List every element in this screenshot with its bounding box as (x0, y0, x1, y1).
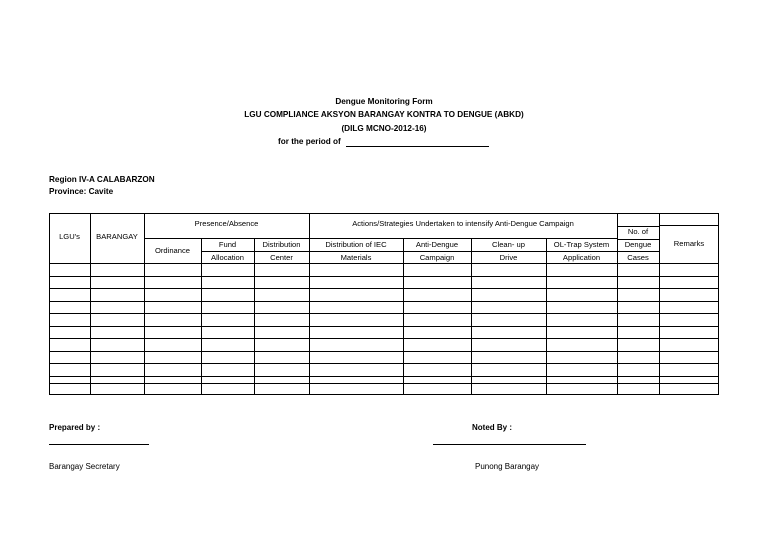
header-dist-center-line2: Center (270, 253, 293, 262)
header-actions-strategies: Actions/Strategies Undertaken to intensify Anti-Dengue Campaign (352, 219, 574, 228)
header-oltrap-line2: Application (562, 253, 601, 262)
header-iec-line1: Distribution of IEC (325, 240, 387, 249)
header-presence-absence: Presence/Absence (194, 219, 259, 228)
header-cases-line2: Dengue (624, 240, 652, 249)
header-fund-line1: Fund (218, 240, 237, 249)
header-lgus: LGU's (59, 232, 80, 241)
header-anti-dengue-line2: Campaign (419, 253, 455, 262)
period-label: for the period of (278, 137, 341, 146)
header-anti-dengue-line1: Anti-Dengue (415, 240, 459, 249)
noted-by-label: Noted By : (472, 423, 512, 432)
header-iec-line2: Materials (340, 253, 372, 262)
header-cases-line1: No. of (627, 227, 649, 236)
prepared-by-signature-line (49, 444, 149, 445)
header-remarks: Remarks (673, 239, 705, 248)
header-cases-line3: Cases (627, 253, 649, 262)
prepared-by-label: Prepared by : (49, 423, 101, 432)
header-cleanup-line1: Clean- up (492, 240, 525, 249)
header-ordinance: Ordinance (154, 246, 191, 255)
form-subtitle: LGU COMPLIANCE AKSYON BARANGAY KONTRA TO DENGUE (ABKD) (244, 110, 524, 119)
form-title: Dengue Monitoring Form (335, 97, 433, 106)
punong-barangay-label: Punong Barangay (475, 462, 540, 471)
region-label: Region IV-A CALABARZON (49, 175, 155, 184)
header-oltrap-line1: OL-Trap System (553, 240, 610, 249)
province-label: Province: Cavite (49, 187, 114, 196)
barangay-secretary-label: Barangay Secretary (49, 462, 120, 471)
header-dist-center-line1: Distribution (262, 240, 301, 249)
form-reference: (DILG MCNO-2012-16) (341, 124, 427, 133)
header-fund-line2: Allocation (211, 253, 244, 262)
header-barangay: BARANGAY (96, 232, 138, 241)
noted-by-signature-line (433, 444, 586, 445)
header-cleanup-line2: Drive (499, 253, 518, 262)
